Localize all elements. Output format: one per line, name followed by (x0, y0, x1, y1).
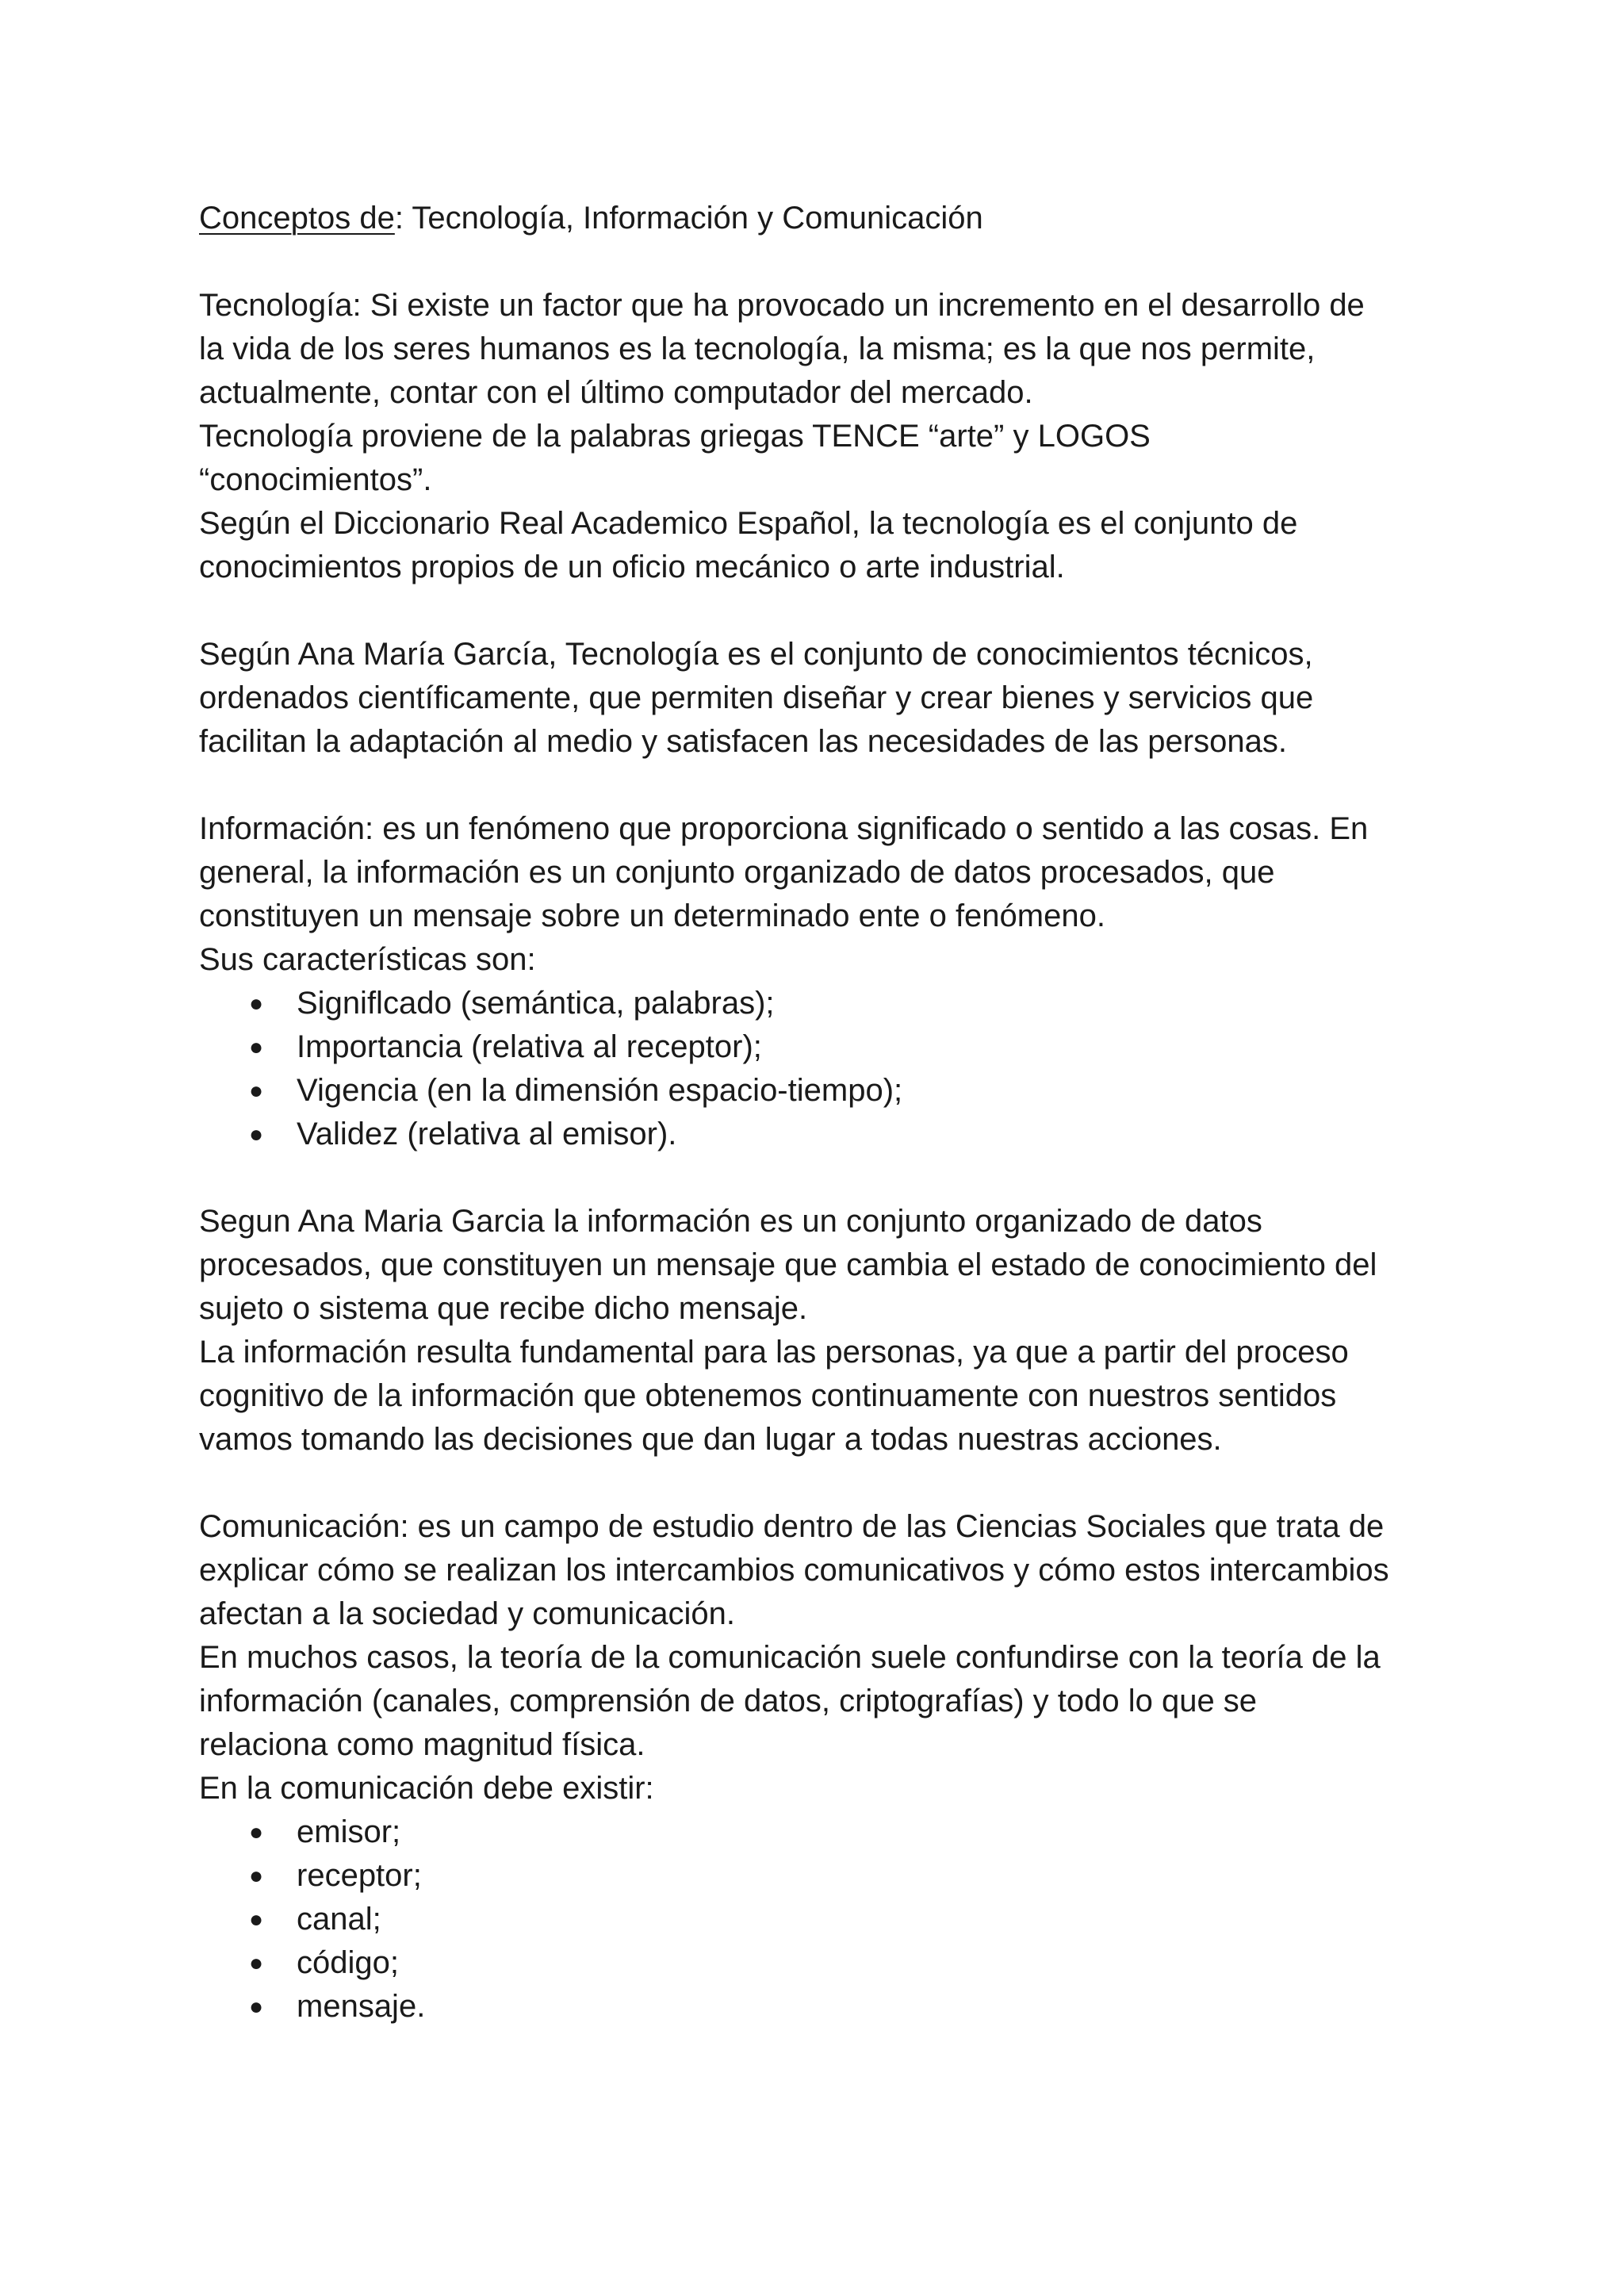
bullet-list-elementos (199, 1810, 1452, 2029)
list-item-text: emisor; (297, 1814, 401, 1849)
text-line: afectan a la sociedad y comunicación. (199, 1596, 735, 1631)
list-item-text: mensaje. (297, 1989, 426, 2024)
list-item-text: canal; (297, 1902, 381, 1937)
list-item-text: Signiflcado (semántica, palabras); (297, 986, 775, 1021)
section-informacion (199, 807, 1452, 1156)
spacer (199, 764, 1452, 807)
bullet-icon: ● (249, 1906, 264, 1933)
text-line: Según el Diccionario Real Academico Español, la tecnología es el conjunto de (199, 506, 1298, 541)
text-line: Tecnología proviene de la palabras griegas TENCE “arte” y LOGOS (199, 419, 1151, 454)
spacer (199, 1462, 1452, 1505)
bullet-icon: ● (249, 1863, 264, 1889)
text-line: conocimientos propios de un oficio mecánico o arte industrial. (199, 550, 1065, 584)
list-item (199, 1025, 1452, 1069)
bullet-icon: ● (249, 1034, 264, 1060)
bullet-icon: ● (249, 1078, 264, 1104)
text-line: Según Ana María García, Tecnología es el conjunto de conocimientos técnicos, (199, 637, 1313, 672)
text-line: La información resulta fundamental para las personas, ya que a partir del proceso (199, 1335, 1349, 1370)
list-item (199, 1113, 1452, 1156)
text-line: Segun Ana Maria Garcia la información es un conjunto organizado de datos (199, 1204, 1262, 1239)
text-line: información (canales, comprensión de datos, criptografías) y todo lo que se (199, 1684, 1258, 1718)
bullet-icon: ● (249, 990, 264, 1017)
bullet-icon: ● (249, 1950, 264, 1976)
list-item (199, 1069, 1452, 1113)
document-page (199, 197, 1452, 2029)
spacer (199, 240, 1452, 284)
text-line: relaciona como magnitud física. (199, 1727, 645, 1762)
section-tecnologia (199, 284, 1452, 589)
bullet-icon: ● (249, 1994, 264, 2020)
text-line: Información: es un fenómeno que proporciona significado o sentido a las cosas. En (199, 811, 1369, 846)
list-item-text: Validez (relativa al emisor). (297, 1117, 677, 1151)
list-item (199, 1810, 1452, 1854)
list-item-text: Vigencia (en la dimensión espacio-tiempo); (297, 1073, 903, 1108)
title-rest: : Tecnología, Información y Comunicación (394, 201, 983, 236)
list-item (199, 1854, 1452, 1898)
text-line: cognitivo de la información que obtenemos continuamente con nuestros sentidos (199, 1378, 1337, 1413)
text-line: facilitan la adaptación al medio y satisfacen las necesidades de las personas. (199, 724, 1287, 759)
list-item (199, 1941, 1452, 1985)
text-line: En muchos casos, la teoría de la comunicación suele confundirse con la teoría de la (199, 1640, 1381, 1675)
text-line: Comunicación: es un campo de estudio dentro de las Ciencias Sociales que trata de (199, 1509, 1385, 1544)
text-line: En la comunicación debe existir: (199, 1771, 654, 1806)
text-line: actualmente, contar con el último computador del mercado. (199, 375, 1033, 410)
list-item-text: Importancia (relativa al receptor); (297, 1029, 762, 1064)
document-title (199, 197, 1452, 240)
text-line: Sus características son: (199, 942, 536, 977)
title-underlined-part: Conceptos de (199, 201, 395, 236)
text-line: constituyen un mensaje sobre un determinado ente o fenómeno. (199, 898, 1105, 933)
text-line: sujeto o sistema que recibe dicho mensaje. (199, 1291, 808, 1326)
section-garcia-informacion (199, 1200, 1452, 1462)
bullet-list-caracteristicas (199, 982, 1452, 1156)
list-item (199, 1985, 1452, 2029)
text-line: vamos tomando las decisiones que dan lugar a todas nuestras acciones. (199, 1422, 1222, 1457)
list-item-text: código; (297, 1945, 399, 1980)
list-item (199, 1898, 1452, 1941)
text-line: ordenados científicamente, que permiten diseñar y crear bienes y servicios que (199, 680, 1314, 715)
bullet-icon: ● (249, 1819, 264, 1845)
text-line: Tecnología: Si existe un factor que ha provocado un incremento en el desarrollo de (199, 288, 1365, 323)
spacer (199, 1156, 1452, 1200)
list-item (199, 982, 1452, 1025)
spacer (199, 589, 1452, 633)
list-item-text: receptor; (297, 1858, 422, 1893)
text-line: explicar cómo se realizan los intercambios comunicativos y cómo estos intercambios (199, 1553, 1389, 1588)
bullet-icon: ● (249, 1121, 264, 1148)
text-line: la vida de los seres humanos es la tecnología, la misma; es la que nos permite, (199, 331, 1316, 366)
text-line: procesados, que constituyen un mensaje que cambia el estado de conocimiento del (199, 1247, 1377, 1282)
section-comunicacion (199, 1505, 1452, 2029)
section-garcia-tecnologia (199, 633, 1452, 764)
text-line: “conocimientos”. (199, 462, 432, 497)
text-line: general, la información es un conjunto organizado de datos procesados, que (199, 855, 1275, 890)
